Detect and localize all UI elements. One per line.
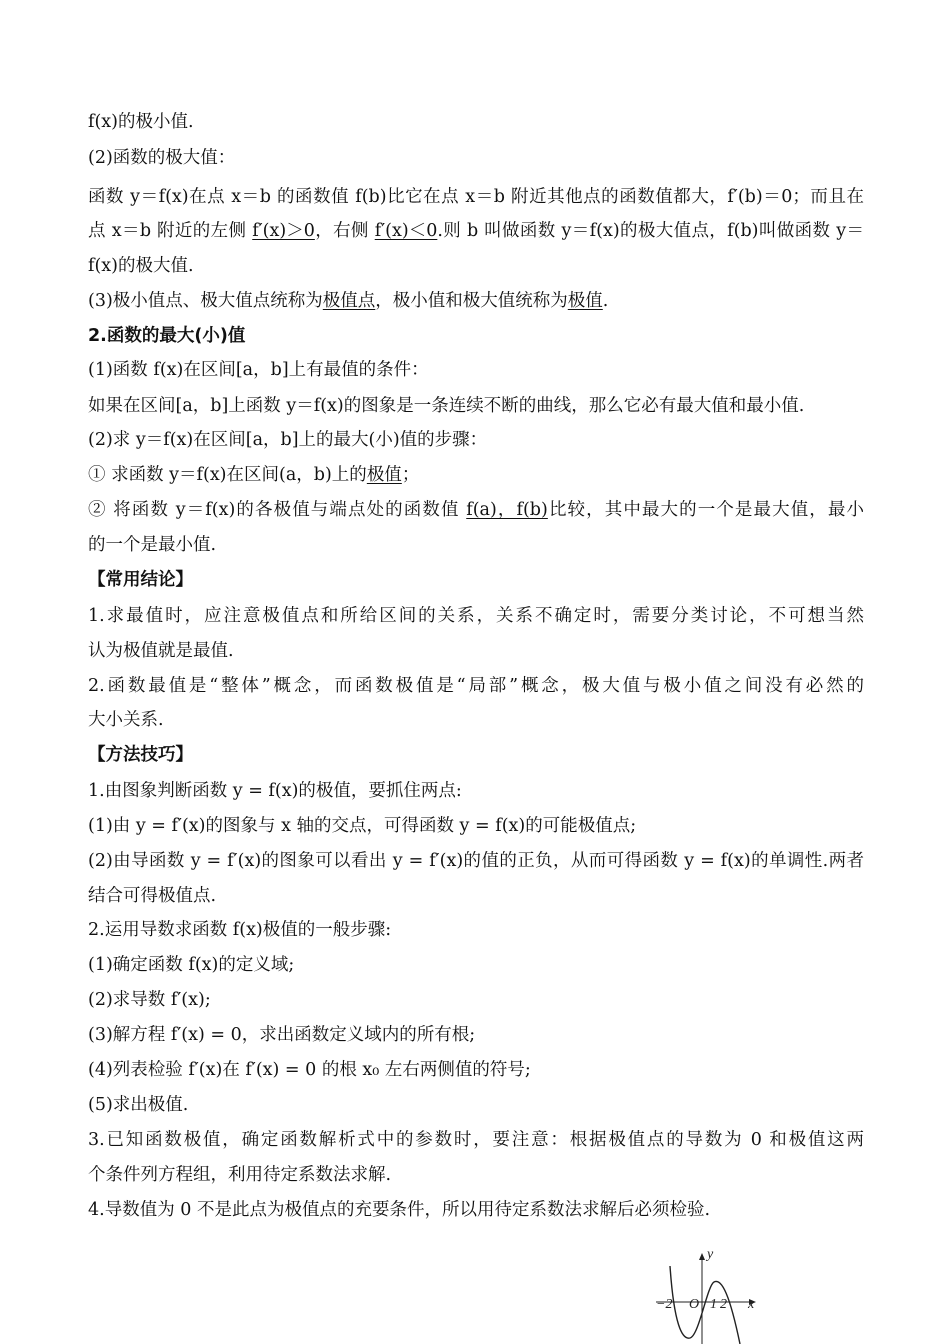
- y-axis-arrow: [699, 1253, 705, 1260]
- text-line: (3)极小值点、极大值点统称为极值点，极小值和极大值统称为极值.: [88, 291, 609, 311]
- text-line: 1.由图象判断函数 y = f(x)的极值，要抓住两点:: [88, 781, 462, 801]
- text-line: (1)确定函数 f(x)的定义域;: [88, 955, 295, 975]
- function-curve: [670, 1266, 740, 1344]
- function-graph: [652, 1244, 762, 1344]
- y-axis-label: y: [707, 1247, 714, 1262]
- underlined-answer: 极值: [366, 465, 402, 485]
- tick-label: 2: [720, 1297, 727, 1312]
- text-line: (4)列表检验 f′(x)在 f′(x) = 0 的根 x₀ 左右两侧值的符号;: [88, 1060, 531, 1080]
- tick-label: −2: [656, 1297, 673, 1312]
- underlined-answer: f′(x)＜0: [374, 221, 438, 241]
- text-line: 4.导数值为 0 不是此点为极值点的充要条件，所以用待定系数法求解后必须检验.: [88, 1200, 711, 1220]
- text-line: 个条件列方程组，利用待定系数法求解.: [88, 1165, 392, 1185]
- text-line: 认为极值就是最值.: [88, 641, 234, 661]
- text-line: 2.运用导数求函数 f(x)极值的一般步骤:: [88, 920, 392, 940]
- text-line: f(x)的极大值.: [88, 256, 194, 276]
- text-line: 点 x＝b 附近的左侧 f′(x)＞0，右侧 f′(x)＜0.则 b 叫做函数 y＝f(x)的极大值点，f(b)叫做函数 y＝: [88, 221, 864, 241]
- text-line: 结合可得极值点.: [88, 886, 217, 906]
- text-line: 2.函数最值是“整体”概念，而函数极值是“局部”概念，极大值与极小值之间没有必然的: [88, 676, 864, 696]
- origin-label: O: [689, 1297, 700, 1312]
- text-line: 如果在区间[a，b]上函数 y＝f(x)的图象是一条连续不断的曲线，那么它必有最大值和最小值.: [88, 396, 805, 416]
- text-line: 3.已知函数极值，确定函数解析式中的参数时，要注意：根据极值点的导数为 0 和极值这两: [88, 1130, 864, 1150]
- text-line: 1.求最值时，应注意极值点和所给区间的关系，关系不确定时，需要分类讨论，不可想当然: [88, 606, 864, 626]
- underlined-answer: 极值: [567, 291, 603, 311]
- text-line: (5)求出极值.: [88, 1095, 189, 1115]
- section-heading: 2.函数的最大(小)值: [88, 326, 246, 346]
- text-line: (2)由导函数 y = f′(x)的图象可以看出 y = f′(x)的值的正负，从而可得函数 y = f(x)的单调性.两者: [88, 851, 864, 871]
- text-line: (3)解方程 f′(x) = 0，求出函数定义域内的所有根;: [88, 1025, 476, 1045]
- text-line: 函数 y＝f(x)在点 x＝b 的函数值 f(b)比它在点 x＝b 附近其他点的函数值都大，f′(b)＝0；而且在: [88, 187, 864, 207]
- text-line: (2)求 y＝f(x)在区间[a，b]上的最大(小)值的步骤：: [88, 430, 488, 450]
- section-heading: 【常用结论】: [88, 570, 193, 590]
- underlined-answer: f(a)，f(b): [466, 500, 548, 520]
- underlined-answer: f′(x)＞0: [252, 221, 315, 241]
- section-heading: 【方法技巧】: [88, 745, 193, 765]
- text-line: (2)函数的极大值：: [88, 148, 236, 168]
- tick-label: 1: [710, 1297, 717, 1312]
- text-line: (1)由 y = f′(x)的图象与 x 轴的交点，可得函数 y = f(x)的可能极值点;: [88, 816, 637, 836]
- text-line: 大小关系.: [88, 710, 164, 730]
- text-line: f(x)的极小值.: [88, 112, 194, 132]
- text-line: (2)求导数 f′(x);: [88, 990, 211, 1010]
- text-line: 的一个是最小值.: [88, 535, 217, 555]
- text-line: (1)函数 f(x)在区间[a，b]上有最值的条件：: [88, 360, 429, 380]
- underlined-answer: 极值点: [322, 291, 376, 311]
- x-axis-label: x: [748, 1297, 755, 1312]
- text-line: ② 将函数 y＝f(x)的各极值与端点处的函数值 f(a)，f(b)比较，其中最大的一个是最大值，最小: [88, 500, 865, 520]
- text-line: ① 求函数 y＝f(x)在区间(a，b)上的极值；: [88, 465, 420, 485]
